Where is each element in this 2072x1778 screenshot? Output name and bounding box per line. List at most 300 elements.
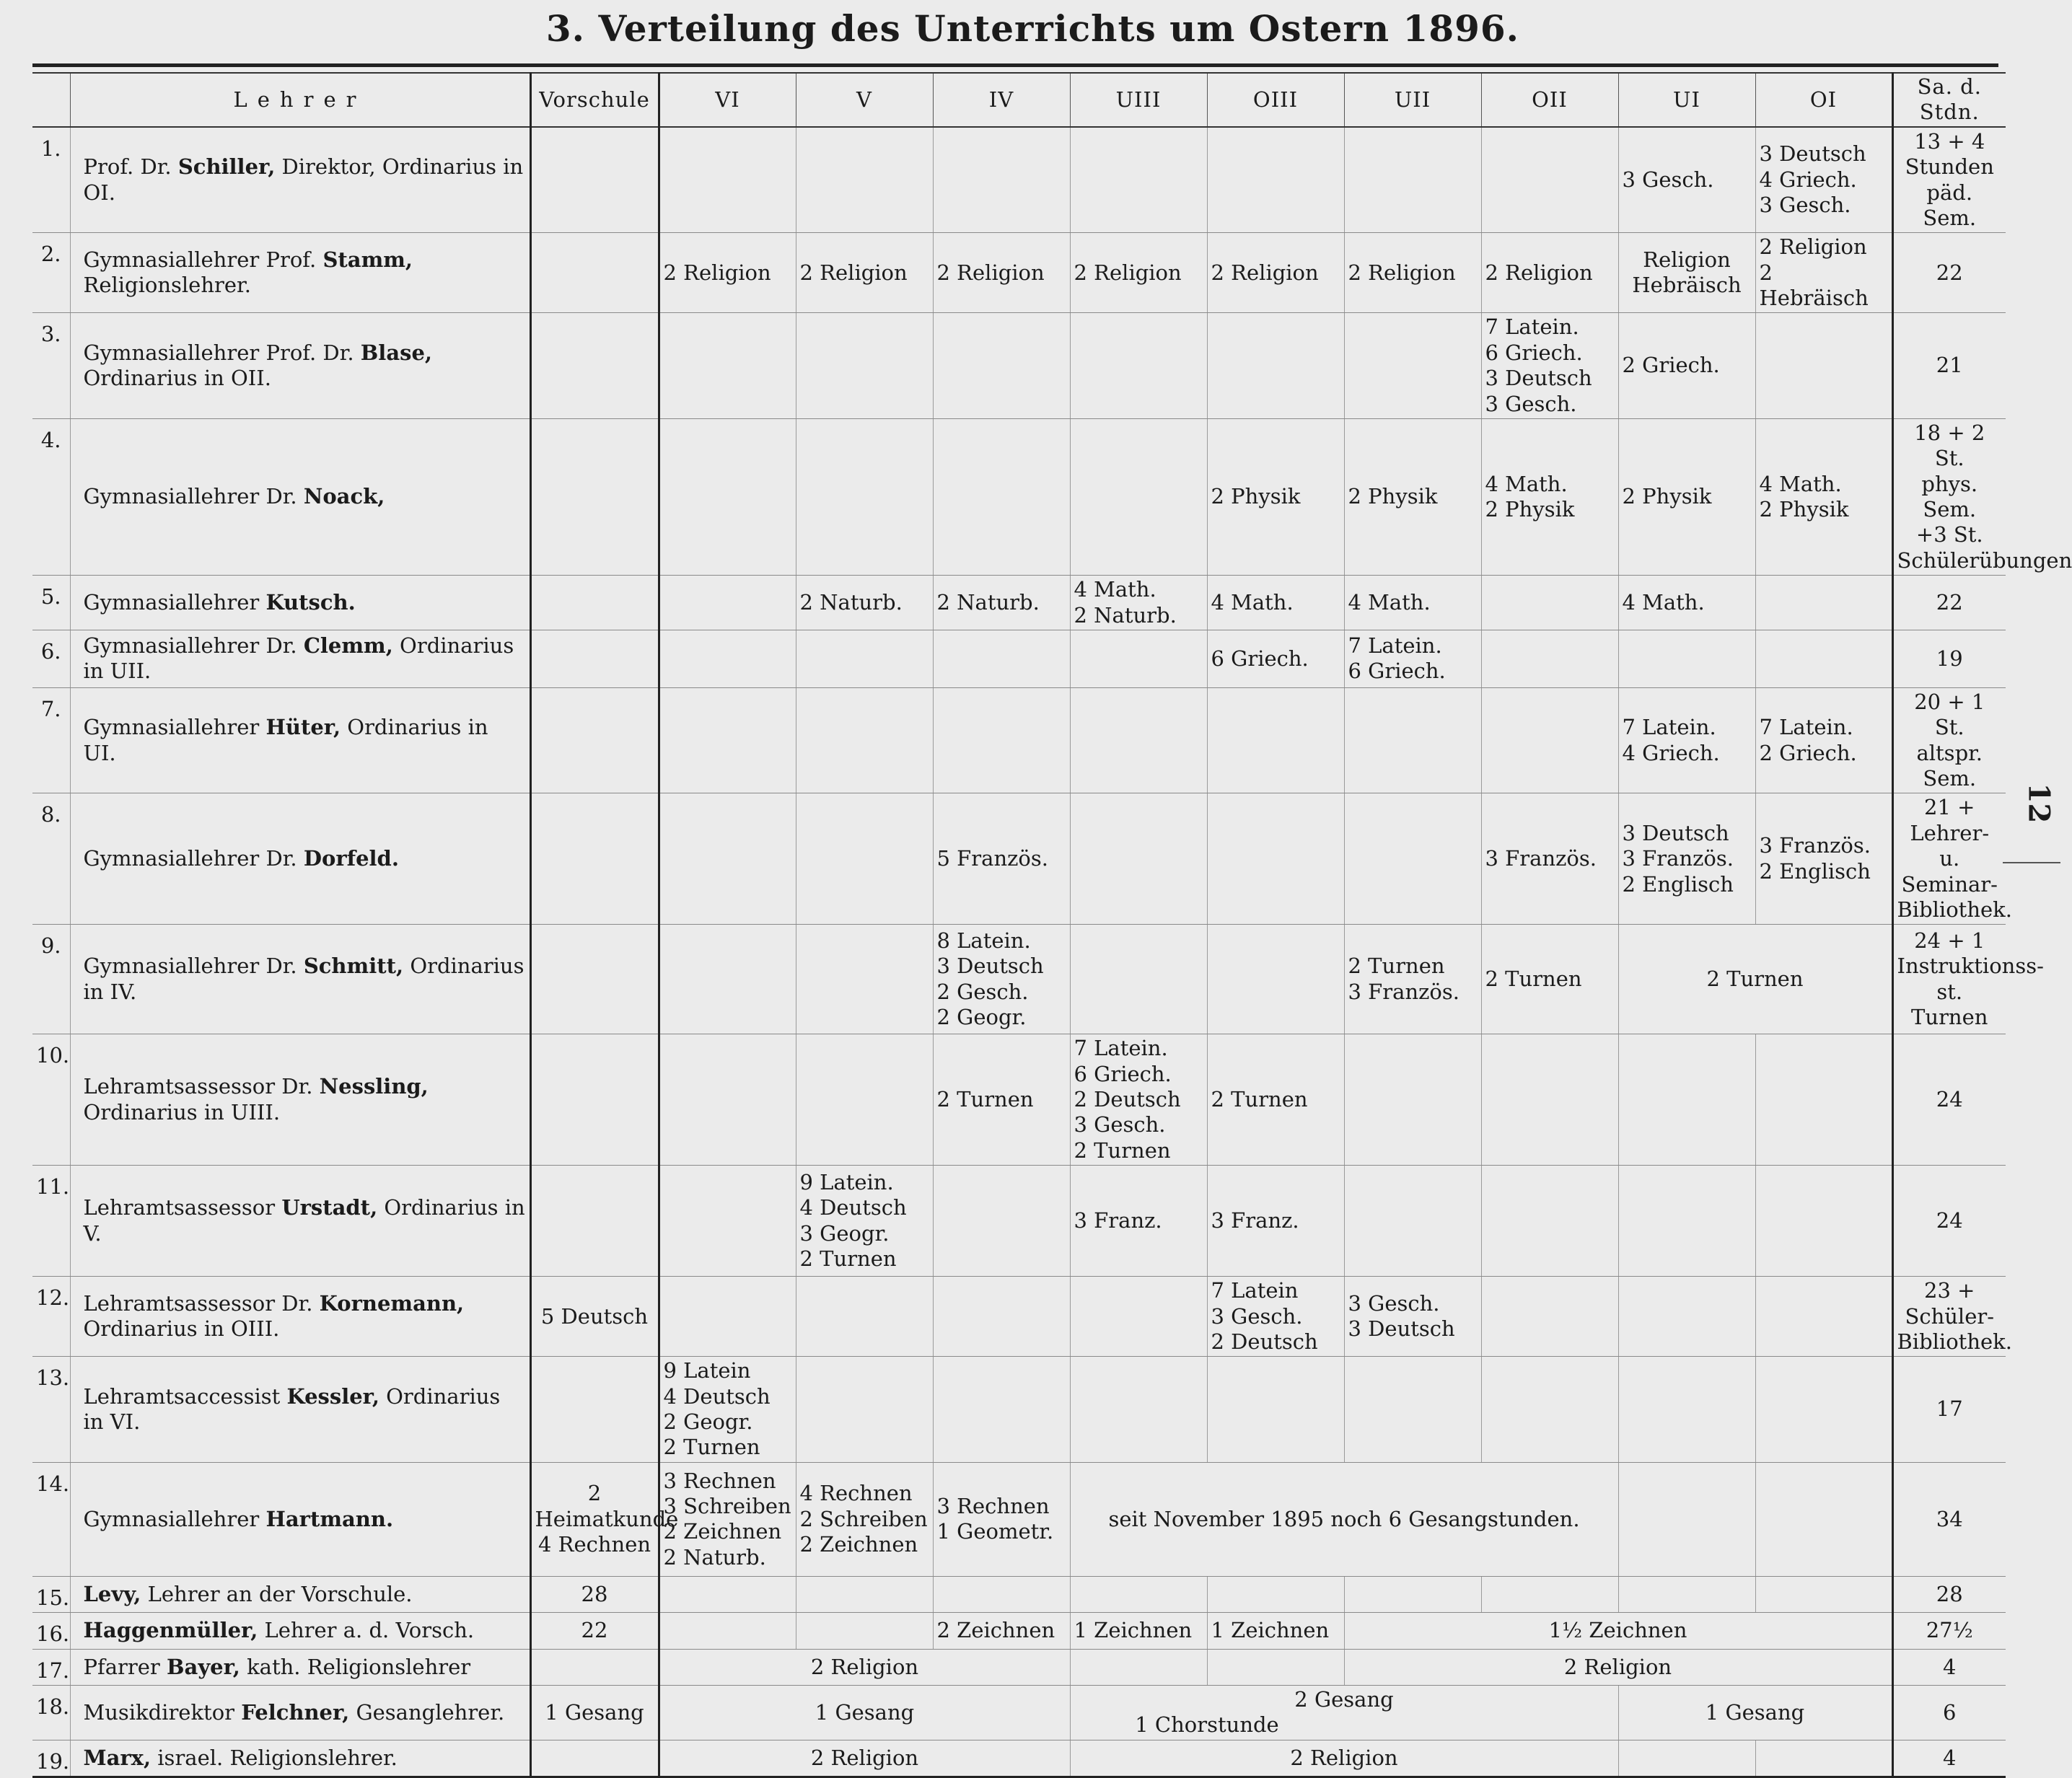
sum-cell: 4 bbox=[1892, 1740, 2006, 1777]
row-number: 17. bbox=[32, 1649, 70, 1685]
page-number: 12 bbox=[2021, 783, 2056, 824]
cell-vi bbox=[659, 1034, 796, 1166]
teacher-title: Gymnasiallehrer Dr. bbox=[83, 484, 304, 509]
cell-uii bbox=[1344, 687, 1481, 793]
cell-v bbox=[796, 925, 933, 1034]
row-number: 5. bbox=[32, 576, 70, 630]
teacher-name: Noack, bbox=[303, 484, 385, 509]
vorschule-cell bbox=[530, 1357, 659, 1463]
teacher-name: Hüter, bbox=[265, 715, 341, 740]
cell-uii-oi: 1½ Zeichnen bbox=[1344, 1613, 1892, 1649]
teacher-cell bbox=[70, 1357, 530, 1463]
header-row bbox=[32, 73, 2006, 127]
cell-oi bbox=[1755, 1576, 1892, 1612]
teacher-role: Ordinarius in UI. bbox=[83, 715, 488, 765]
row-number: 2. bbox=[32, 233, 70, 313]
cell-ui bbox=[1618, 1277, 1755, 1357]
table-row bbox=[32, 1613, 2006, 1649]
cell-uii-oi: 2 Religion bbox=[1344, 1649, 1892, 1685]
cell-oi bbox=[1755, 1740, 1892, 1777]
cell-iv: 2 Naturb. bbox=[933, 576, 1070, 630]
cell-ui: 7 Latein. 4 Griech. bbox=[1618, 687, 1755, 793]
teacher-role: Ordinarius in VI. bbox=[83, 1383, 501, 1434]
cell-uii bbox=[1344, 793, 1481, 925]
row-number: 13. bbox=[32, 1357, 70, 1463]
row-number: 18. bbox=[32, 1685, 70, 1740]
cell-ui bbox=[1618, 1357, 1755, 1463]
cell-oii bbox=[1481, 1034, 1618, 1166]
cell-iv: 2 Turnen bbox=[933, 1034, 1070, 1166]
cell-oiii bbox=[1207, 793, 1344, 925]
cell-oi bbox=[1755, 1357, 1892, 1463]
cell-uiii bbox=[1070, 127, 1207, 233]
cell-v bbox=[796, 1576, 933, 1612]
cell-v bbox=[796, 127, 933, 233]
header-vi: VI bbox=[659, 73, 796, 127]
sum-cell: 6 bbox=[1892, 1685, 2006, 1740]
vorschule-cell bbox=[530, 687, 659, 793]
cell-oi bbox=[1755, 313, 1892, 419]
table-row bbox=[32, 1277, 2006, 1357]
cell-v bbox=[796, 1277, 933, 1357]
cell-oiii: 1 Zeichnen bbox=[1207, 1613, 1344, 1649]
cell-oiii: 2 Turnen bbox=[1207, 1034, 1344, 1166]
cell-iv: 3 Rechnen 1 Geometr. bbox=[933, 1462, 1070, 1576]
cell-vi bbox=[659, 127, 796, 233]
cell-vi: 3 Rechnen 3 Schreiben 2 Zeichnen 2 Naturb. bbox=[659, 1462, 796, 1576]
cell-oi bbox=[1755, 1462, 1892, 1576]
cell-vi bbox=[659, 313, 796, 419]
cell-v bbox=[796, 1357, 933, 1463]
cell-uii bbox=[1344, 1357, 1481, 1463]
teacher-cell bbox=[70, 1277, 530, 1357]
row-number: 8. bbox=[32, 793, 70, 925]
cell-oi bbox=[1755, 630, 1892, 687]
teacher-title: Gymnasiallehrer Dr. bbox=[83, 633, 304, 658]
cell-oii: 3 Französ. bbox=[1481, 793, 1618, 925]
table-body bbox=[32, 127, 2072, 1777]
teacher-cell bbox=[70, 233, 530, 313]
teacher-cell bbox=[70, 576, 530, 630]
vorschule-cell: 5 Deutsch bbox=[530, 1277, 659, 1357]
cell-oiii: 2 Physik bbox=[1207, 418, 1344, 575]
teacher-name: Bayer, bbox=[167, 1654, 240, 1679]
cell-iv: 2 Religion bbox=[933, 233, 1070, 313]
header-vorschule: Vorschule bbox=[530, 73, 659, 127]
teacher-title: Gymnasiallehrer bbox=[83, 715, 266, 740]
vorschule-cell: 28 bbox=[530, 1576, 659, 1612]
cell-ui bbox=[1618, 1034, 1755, 1166]
row-number: 19. bbox=[32, 1740, 70, 1777]
sum-cell: 13 + 4 Stunden päd. Sem. bbox=[1892, 127, 2006, 233]
cell-ui: 3 Gesch. bbox=[1618, 127, 1755, 233]
table-row bbox=[32, 925, 2006, 1034]
sum-cell: 21 bbox=[1892, 313, 2006, 419]
teacher-cell bbox=[70, 418, 530, 575]
cell-oii bbox=[1481, 1576, 1618, 1612]
cell-vi bbox=[659, 793, 796, 925]
cell-ui: 2 Physik bbox=[1618, 418, 1755, 575]
teacher-title: Lehramtsassessor bbox=[83, 1195, 282, 1220]
table-row bbox=[32, 418, 2006, 575]
cell-iv bbox=[933, 313, 1070, 419]
teacher-title: Lehramtsaccessist bbox=[83, 1383, 287, 1409]
row-number: 15. bbox=[32, 1576, 70, 1612]
teacher-cell bbox=[70, 127, 530, 233]
teacher-cell bbox=[70, 1576, 530, 1612]
sum-cell: 4 bbox=[1892, 1649, 2006, 1685]
cell-uiii bbox=[1070, 1649, 1207, 1685]
cell-vi bbox=[659, 630, 796, 687]
cell-vi bbox=[659, 925, 796, 1034]
cell-oii: 2 Religion bbox=[1481, 233, 1618, 313]
teacher-cell bbox=[70, 313, 530, 419]
sum-cell: 28 bbox=[1892, 1576, 2006, 1612]
teacher-name: Clemm, bbox=[303, 633, 393, 658]
vorschule-cell bbox=[530, 630, 659, 687]
title-rule bbox=[32, 63, 1998, 67]
teacher-name: Dorfeld. bbox=[303, 846, 399, 871]
cell-oii bbox=[1481, 127, 1618, 233]
header-v: V bbox=[796, 73, 933, 127]
cell-uiii-oii: 2 Religion bbox=[1070, 1740, 1618, 1777]
cell-iv bbox=[933, 127, 1070, 233]
sum-cell: 17 bbox=[1892, 1357, 2006, 1463]
cell-uiii bbox=[1070, 1277, 1207, 1357]
cell-vi-iv: 2 Religion bbox=[659, 1649, 1070, 1685]
teacher-role: Ordinarius in UIII. bbox=[83, 1099, 281, 1125]
teacher-cell bbox=[70, 925, 530, 1034]
cell-ui-oi: 1 Gesang bbox=[1618, 1685, 1892, 1740]
cell-uiii: 3 Franz. bbox=[1070, 1166, 1207, 1277]
cell-ui: 3 Deutsch 3 Französ. 2 Englisch bbox=[1618, 793, 1755, 925]
vorschule-cell bbox=[530, 793, 659, 925]
header-oii: OII bbox=[1481, 73, 1618, 127]
vorschule-cell bbox=[530, 1740, 659, 1777]
cell-uiii bbox=[1070, 687, 1207, 793]
cell-oii bbox=[1481, 687, 1618, 793]
cell-iv: 5 Französ. bbox=[933, 793, 1070, 925]
teacher-title: Gymnasiallehrer Prof. bbox=[83, 247, 323, 272]
vorschule-cell bbox=[530, 418, 659, 575]
header-sum: Sa. d. Stdn. bbox=[1892, 73, 2006, 127]
teacher-role: Religionslehrer. bbox=[83, 273, 251, 298]
cell-uii: 2 Physik bbox=[1344, 418, 1481, 575]
vorschule-cell bbox=[530, 1649, 659, 1685]
cell-uii: 3 Gesch. 3 Deutsch bbox=[1344, 1277, 1481, 1357]
cell-oiii bbox=[1207, 1357, 1344, 1463]
cell-iv bbox=[933, 1166, 1070, 1277]
teacher-role: israel. Religionslehrer. bbox=[151, 1745, 398, 1770]
cell-uiii: 4 Math. 2 Naturb. bbox=[1070, 576, 1207, 630]
table-row bbox=[32, 687, 2006, 793]
cell-iv bbox=[933, 687, 1070, 793]
header-oi: OI bbox=[1755, 73, 1892, 127]
teacher-name: Kessler, bbox=[286, 1383, 379, 1409]
cell-oiii bbox=[1207, 687, 1344, 793]
vorschule-cell: 22 bbox=[530, 1613, 659, 1649]
teacher-name: Kornemann, bbox=[319, 1290, 465, 1316]
cell-uiii bbox=[1070, 1576, 1207, 1612]
cell-oi bbox=[1755, 576, 1892, 630]
cell-v: 2 Naturb. bbox=[796, 576, 933, 630]
cell-iv bbox=[933, 1277, 1070, 1357]
cell-oii bbox=[1481, 1277, 1618, 1357]
cell-oiii: 6 Griech. bbox=[1207, 630, 1344, 687]
teacher-name: Schiller, bbox=[177, 154, 276, 180]
row-number: 14. bbox=[32, 1462, 70, 1576]
side-rule bbox=[2003, 862, 2060, 863]
teacher-role: Ordinarius in IV. bbox=[83, 954, 524, 1004]
cell-ui-oi: 2 Turnen bbox=[1618, 925, 1892, 1034]
teacher-title: Gymnasiallehrer Prof. Dr. bbox=[83, 340, 361, 365]
cell-uiii bbox=[1070, 313, 1207, 419]
row-number: 3. bbox=[32, 313, 70, 419]
choir-hour: 1 Chorstunde bbox=[1135, 1712, 1279, 1738]
teacher-title: Gymnasiallehrer Dr. bbox=[83, 846, 304, 871]
vorschule-cell: 1 Gesang bbox=[530, 1685, 659, 1740]
teacher-title: Gymnasiallehrer bbox=[83, 589, 266, 615]
note-cell: seit November 1895 noch 6 Gesangstunden. bbox=[1070, 1462, 1618, 1576]
teacher-title: Lehramtsassessor Dr. bbox=[83, 1074, 320, 1099]
teacher-role: Ordinarius in OII. bbox=[83, 366, 271, 391]
cell-oi: 3 Deutsch 4 Griech. 3 Gesch. bbox=[1755, 127, 1892, 233]
teacher-title: Gymnasiallehrer Dr. bbox=[83, 954, 304, 979]
sum-cell: 22 bbox=[1892, 233, 2006, 313]
teacher-cell bbox=[70, 1462, 530, 1576]
cell-oi: 7 Latein. 2 Griech. bbox=[1755, 687, 1892, 793]
teacher-name: Kutsch. bbox=[265, 589, 356, 615]
cell-v: 9 Latein. 4 Deutsch 3 Geogr. 2 Turnen bbox=[796, 1166, 933, 1277]
cell-oii bbox=[1481, 576, 1618, 630]
cell-iv: 2 Zeichnen bbox=[933, 1613, 1070, 1649]
cell-oi bbox=[1755, 1034, 1892, 1166]
vorschule-cell bbox=[530, 576, 659, 630]
sum-cell: 24 + 1 Instruktionss- st. Turnen bbox=[1892, 925, 2006, 1034]
teacher-title: Lehramtsassessor Dr. bbox=[83, 1290, 320, 1316]
teacher-name: Marx, bbox=[83, 1745, 152, 1770]
sum-cell: 20 + 1 St. altspr. Sem. bbox=[1892, 687, 2006, 793]
teacher-cell bbox=[70, 1034, 530, 1166]
cell-iv bbox=[933, 1576, 1070, 1612]
header-lehrer: Lehrer bbox=[70, 73, 530, 127]
vorschule-cell: 2 Heimatkunde 4 Rechnen bbox=[530, 1462, 659, 1576]
teacher-name: Levy, bbox=[83, 1581, 141, 1606]
row-number: 9. bbox=[32, 925, 70, 1034]
teacher-cell bbox=[70, 1685, 530, 1740]
table-row bbox=[32, 1357, 2006, 1463]
cell-oi bbox=[1755, 1166, 1892, 1277]
cell-vi: 9 Latein 4 Deutsch 2 Geogr. 2 Turnen bbox=[659, 1357, 796, 1463]
table-row bbox=[32, 1462, 2006, 1576]
cell-vi bbox=[659, 576, 796, 630]
cell-oi bbox=[1755, 1277, 1892, 1357]
vorschule-cell bbox=[530, 925, 659, 1034]
sum-cell: 21 + Lehrer- u. Seminar- Bibliothek. bbox=[1892, 793, 2006, 925]
cell-oii bbox=[1481, 1357, 1618, 1463]
table-row bbox=[32, 1740, 2006, 1777]
table-row bbox=[32, 1034, 2006, 1166]
vorschule-cell bbox=[530, 313, 659, 419]
cell-oii bbox=[1481, 1166, 1618, 1277]
cell-ui: 4 Math. bbox=[1618, 576, 1755, 630]
teacher-name: Haggenmüller, bbox=[83, 1618, 258, 1643]
cell-vi bbox=[659, 1576, 796, 1612]
teacher-cell bbox=[70, 1613, 530, 1649]
cell-oi: 2 Religion 2 Hebräisch bbox=[1755, 233, 1892, 313]
cell-uiii bbox=[1070, 925, 1207, 1034]
table-row bbox=[32, 576, 2006, 630]
cell-v bbox=[796, 1613, 933, 1649]
table-row bbox=[32, 1649, 2006, 1685]
cell-uii bbox=[1344, 1576, 1481, 1612]
teacher-role: Ordinarius in UII. bbox=[83, 633, 514, 684]
cell-oiii bbox=[1207, 127, 1344, 233]
header-ui: UI bbox=[1618, 73, 1755, 127]
table-row bbox=[32, 127, 2006, 233]
cell-ui bbox=[1618, 630, 1755, 687]
cell-ui bbox=[1618, 1740, 1755, 1777]
teacher-name: Urstadt, bbox=[281, 1195, 378, 1220]
cell-ui bbox=[1618, 1462, 1755, 1576]
cell-oiii: 4 Math. bbox=[1207, 576, 1344, 630]
cell-vi bbox=[659, 1166, 796, 1277]
cell-uiii bbox=[1070, 630, 1207, 687]
header-number bbox=[32, 73, 70, 127]
table-row bbox=[32, 1685, 2006, 1740]
teacher-title: Gymnasiallehrer bbox=[83, 1506, 266, 1531]
gesang-middle: 2 Gesang bbox=[1294, 1686, 1394, 1712]
row-number: 1. bbox=[32, 127, 70, 233]
cell-v bbox=[796, 1034, 933, 1166]
teacher-name: Hartmann. bbox=[265, 1506, 394, 1531]
teacher-role: Gesanglehrer. bbox=[349, 1699, 505, 1725]
row-number: 6. bbox=[32, 630, 70, 687]
table-row bbox=[32, 313, 2006, 419]
gesang-lower: 1 Gesang bbox=[815, 1699, 915, 1725]
teacher-role: kath. Religionslehrer bbox=[240, 1654, 471, 1679]
teacher-role: Ordinarius in V. bbox=[83, 1195, 525, 1246]
teacher-cell bbox=[70, 1166, 530, 1277]
vorschule-cell bbox=[530, 127, 659, 233]
cell-vi bbox=[659, 687, 796, 793]
teacher-role: Ordinarius in OIII. bbox=[83, 1316, 280, 1342]
teacher-title: Prof. Dr. bbox=[83, 154, 178, 180]
cell-iv bbox=[933, 1357, 1070, 1463]
sum-cell: 23 + Schüler- Bibliothek. bbox=[1892, 1277, 2006, 1357]
cell-ui: Religion Hebräisch bbox=[1618, 233, 1755, 313]
cell-oiii bbox=[1207, 313, 1344, 419]
table-row bbox=[32, 630, 2006, 687]
teacher-name: Blase, bbox=[360, 340, 432, 365]
teaching-distribution-table bbox=[32, 72, 2072, 1778]
cell-uii bbox=[1344, 1034, 1481, 1166]
header-oiii: OIII bbox=[1207, 73, 1344, 127]
teacher-role: Lehrer an der Vorschule. bbox=[141, 1581, 413, 1606]
cell-v: 4 Rechnen 2 Schreiben 2 Zeichnen bbox=[796, 1462, 933, 1576]
cell-uii: 2 Religion bbox=[1344, 233, 1481, 313]
cell-uiii: 1 Zeichnen bbox=[1070, 1613, 1207, 1649]
table-row bbox=[32, 1576, 2006, 1612]
cell-vi: 2 Religion bbox=[659, 233, 796, 313]
cell-uiii bbox=[1070, 1357, 1207, 1463]
vorschule-cell bbox=[530, 1034, 659, 1166]
cell-ui bbox=[1618, 1576, 1755, 1612]
cell-oiii bbox=[1207, 925, 1344, 1034]
cell-vi bbox=[659, 1277, 796, 1357]
teacher-cell bbox=[70, 1649, 530, 1685]
row-number: 10. bbox=[32, 1034, 70, 1166]
teacher-title: Musikdirektor bbox=[83, 1699, 242, 1725]
teacher-name: Schmitt, bbox=[303, 954, 404, 979]
cell-ui: 2 Griech. bbox=[1618, 313, 1755, 419]
row-number: 7. bbox=[32, 687, 70, 793]
cell-vi bbox=[659, 418, 796, 575]
cell-iv: 8 Latein. 3 Deutsch 2 Gesch. 2 Geogr. bbox=[933, 925, 1070, 1034]
cell-oiii bbox=[1207, 1649, 1344, 1685]
cell-uiii: 7 Latein. 6 Griech. 2 Deutsch 3 Gesch. 2 Turnen bbox=[1070, 1034, 1207, 1166]
header-iv: IV bbox=[933, 73, 1070, 127]
cell-uiii bbox=[1070, 418, 1207, 575]
cell-oii: 4 Math. 2 Physik bbox=[1481, 418, 1618, 575]
cell-v bbox=[796, 687, 933, 793]
cell-ui bbox=[1618, 1166, 1755, 1277]
teacher-cell bbox=[70, 793, 530, 925]
cell-iv bbox=[933, 418, 1070, 575]
teacher-cell bbox=[70, 630, 530, 687]
cell-vi-iv: 2 Religion bbox=[659, 1740, 1070, 1777]
row-number: 11. bbox=[32, 1166, 70, 1277]
row-number: 4. bbox=[32, 418, 70, 575]
sum-cell: 34 bbox=[1892, 1462, 2006, 1576]
cell-oiii: 7 Latein 3 Gesch. 2 Deutsch bbox=[1207, 1277, 1344, 1357]
cell-v: 2 Religion bbox=[796, 233, 933, 313]
header-uiii: UIII bbox=[1070, 73, 1207, 127]
table-row bbox=[32, 793, 2006, 925]
cell-uiii bbox=[1070, 793, 1207, 925]
cell-uii: 4 Math. bbox=[1344, 576, 1481, 630]
teacher-title: Pfarrer bbox=[83, 1654, 167, 1679]
vorschule-cell bbox=[530, 1166, 659, 1277]
cell-uii bbox=[1344, 1166, 1481, 1277]
cell-oii: 7 Latein. 6 Griech. 3 Deutsch 3 Gesch. bbox=[1481, 313, 1618, 419]
cell-oiii bbox=[1207, 1576, 1344, 1612]
cell-oii: 2 Turnen bbox=[1481, 925, 1618, 1034]
cell-oi: 3 Französ. 2 Englisch bbox=[1755, 793, 1892, 925]
vorschule-cell bbox=[530, 233, 659, 313]
teacher-name: Stamm, bbox=[322, 247, 413, 272]
teacher-cell bbox=[70, 1740, 530, 1777]
cell-uiii: 2 Religion bbox=[1070, 233, 1207, 313]
row-number: 12. bbox=[32, 1277, 70, 1357]
document-title: 3. Verteilung des Unterrichts um Ostern 1896. bbox=[545, 7, 1520, 50]
cell-iv bbox=[933, 630, 1070, 687]
cell-uii bbox=[1344, 127, 1481, 233]
sum-cell: 19 bbox=[1892, 630, 2006, 687]
sum-cell: 27½ bbox=[1892, 1613, 2006, 1649]
cell-v bbox=[796, 313, 933, 419]
cell-v bbox=[796, 630, 933, 687]
table-row bbox=[32, 233, 2006, 313]
teacher-name: Felchner, bbox=[241, 1699, 350, 1725]
cell-vi bbox=[659, 1613, 796, 1649]
cell-v bbox=[796, 793, 933, 925]
cell-uii bbox=[1344, 313, 1481, 419]
sum-cell: 24 bbox=[1892, 1034, 2006, 1166]
cell-oii bbox=[1481, 630, 1618, 687]
row-number: 16. bbox=[32, 1613, 70, 1649]
table-row bbox=[32, 1166, 2006, 1277]
